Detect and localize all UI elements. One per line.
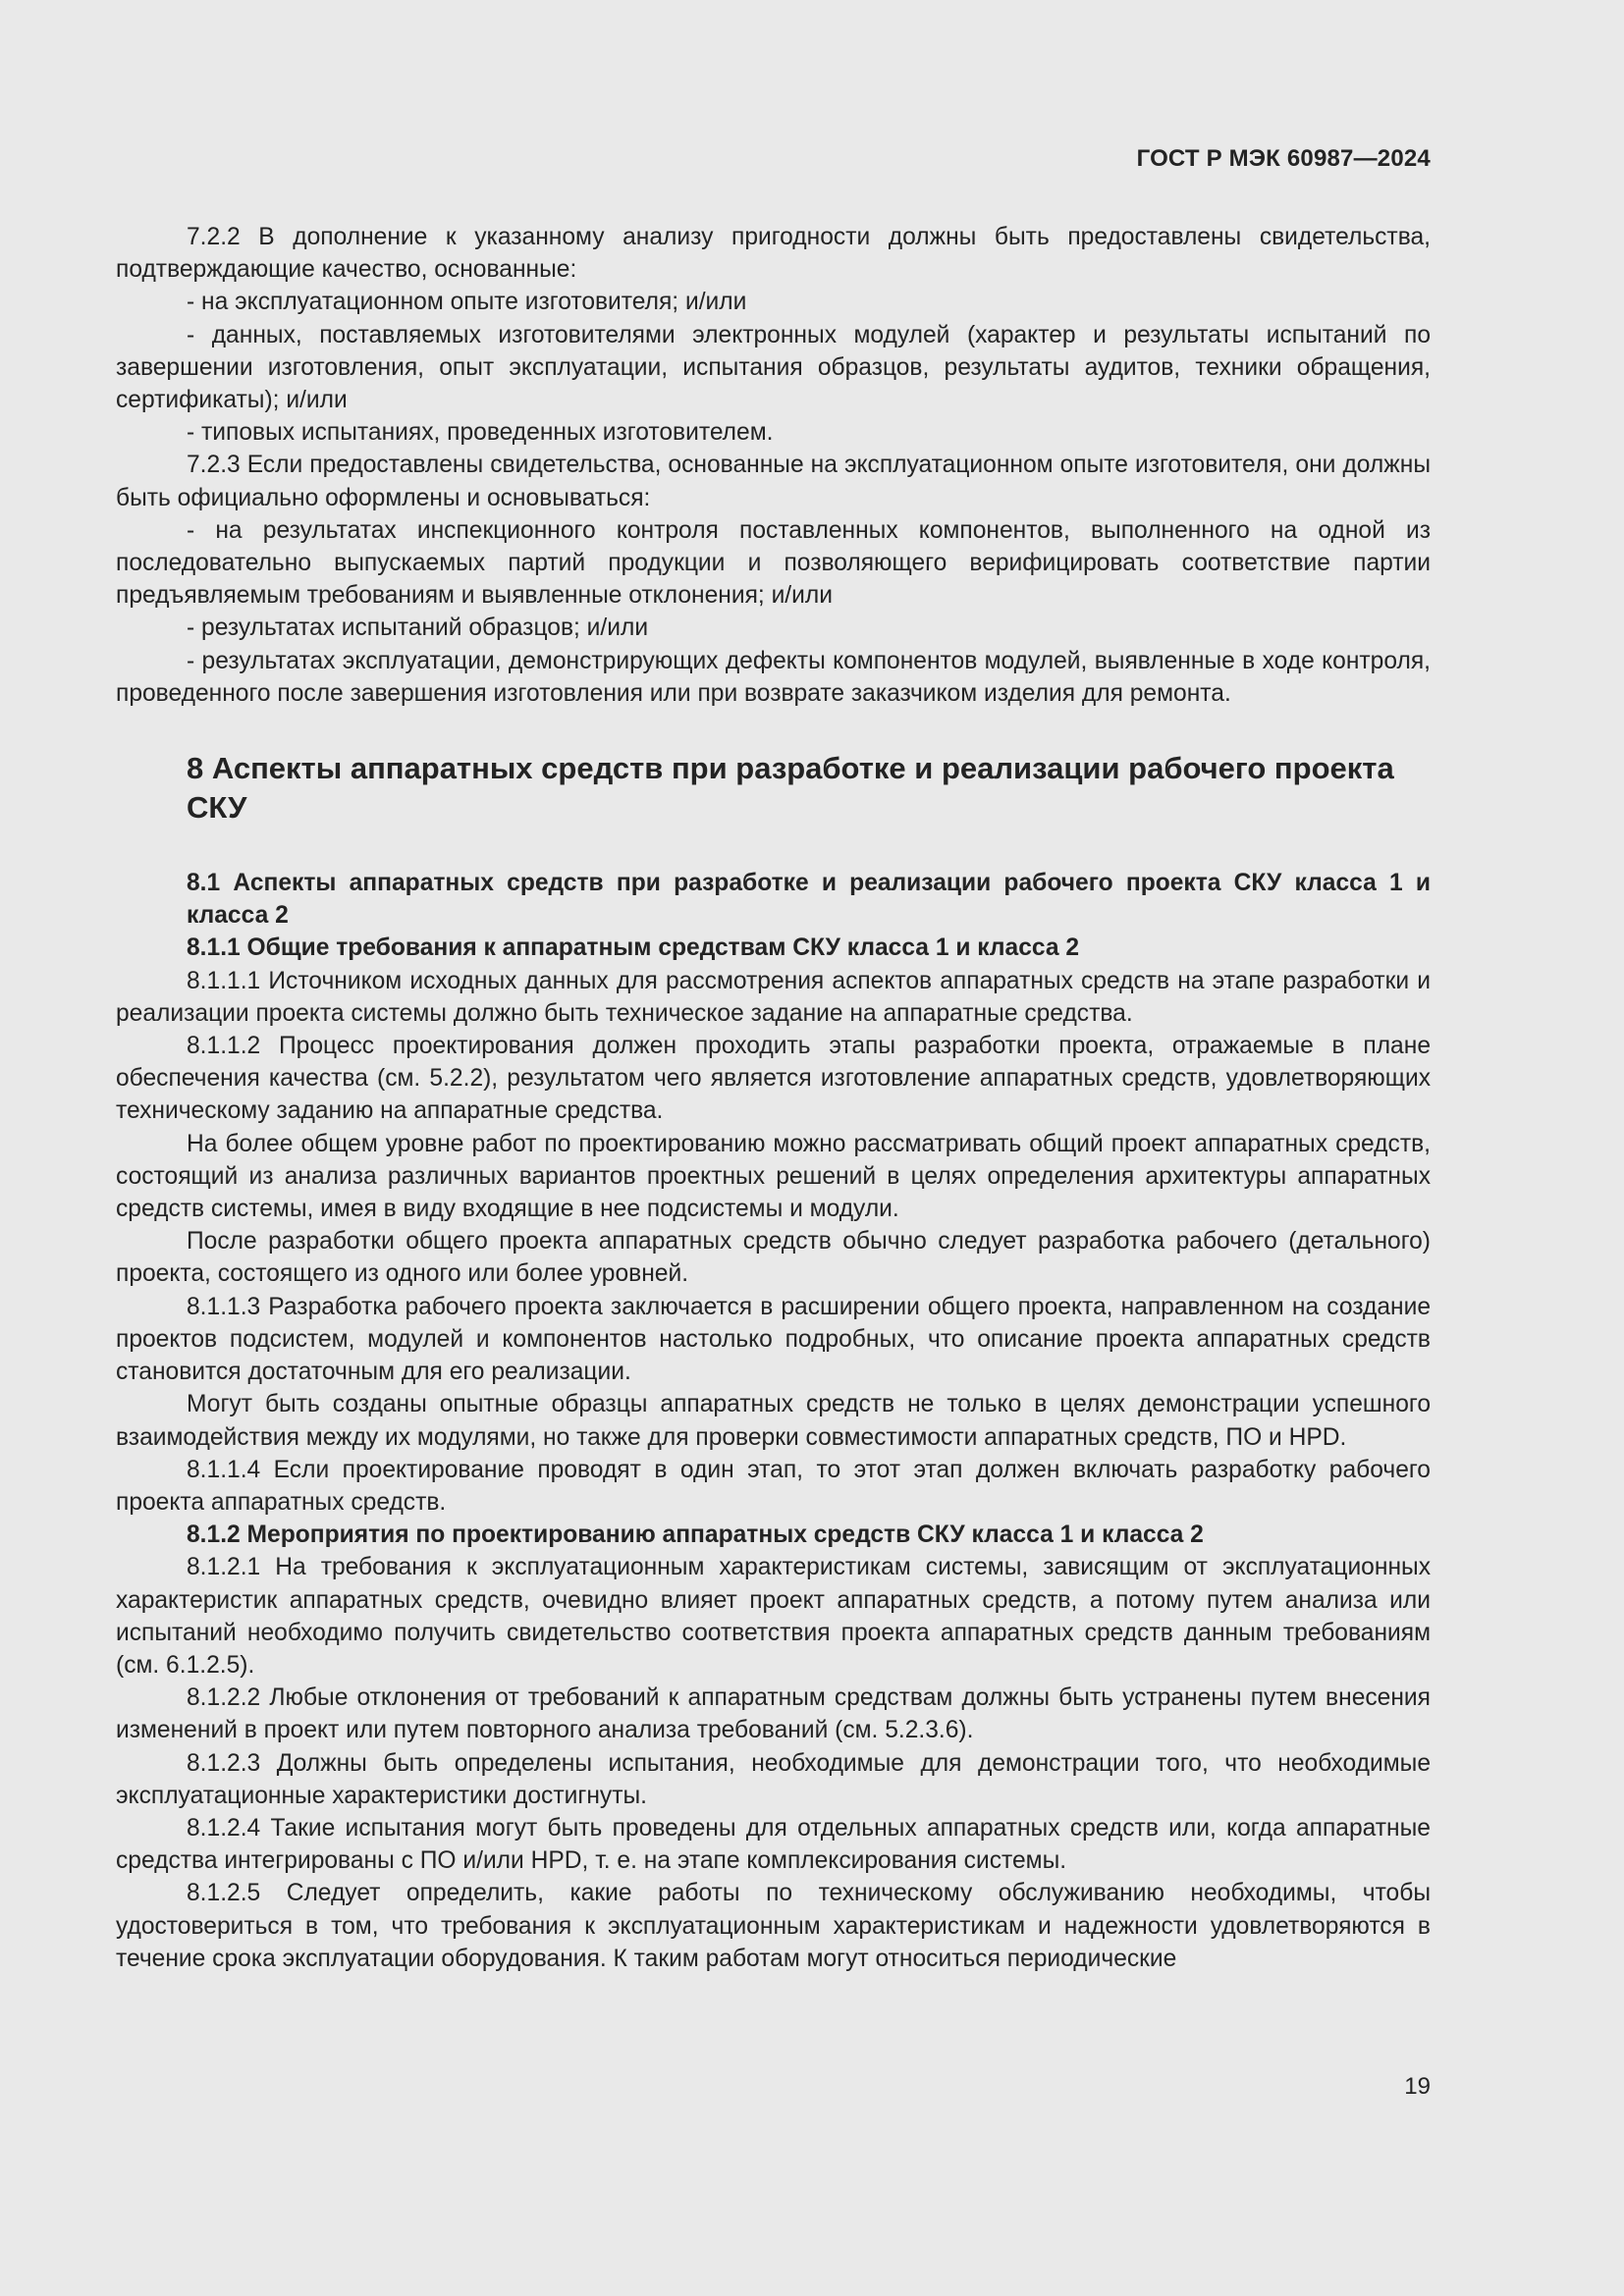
section-8-1-1-heading: 8.1.1 Общие требования к аппаратным средствам СКУ класса 1 и класса 2 <box>187 934 1080 962</box>
paragraph: 8.1.1.3 Разработка рабочего проекта заключается в расширении общего проекта, направленном на создание проектов подсистем, модулей и компонентов настолько подробных, что описание проекта аппаратных средств становится достаточным для его реализации. <box>116 1293 1431 1386</box>
list-item: - на результатах инспекционного контроля поставленных компонентов, выполненного на одной из последовательно выпускаемых партий продукции и позволяющего верифицировать соответствие партии предъявляемым требованиям и выявленные отклонения; и/или <box>116 516 1431 610</box>
page-number: 19 <box>1404 2073 1431 2100</box>
paragraph: 8.1.2.4 Такие испытания могут быть проведены для отдельных аппаратных средств или, когда аппаратные средства интегрированы с ПО и/или HPD, т. е. на этапе комплексирования системы. <box>116 1814 1431 1875</box>
list-item: - типовых испытаниях, проведенных изготовителем. <box>187 419 774 447</box>
paragraph: 7.2.3 Если предоставлены свидетельства, основанные на эксплуатационном опыте изготовителя, они должны быть официально оформлены и основываться: <box>116 452 1431 511</box>
list-item: - на эксплуатационном опыте изготовителя; и/или <box>187 289 747 316</box>
paragraph: 7.2.2 В дополнение к указанному анализу пригодности должны быть предоставлены свидетельства, подтверждающие качество, основанные: <box>116 224 1431 284</box>
list-item: - данных, поставляемых изготовителями электронных модулей (характер и результаты испытаний по завершении изготовления, опыт эксплуатации, испытания образцов, результаты аудитов, техники обращения, сертификаты); и/или <box>116 321 1431 414</box>
list-item: - результатах испытаний образцов; и/или <box>187 614 649 642</box>
paragraph: 8.1.2.2 Любые отклонения от требований к аппаратным средствам должны быть устранены путем внесения изменений в проект или путем повторного анализа требований (см. 5.2.3.6). <box>116 1684 1431 1744</box>
paragraph: 8.1.1.2 Процесс проектирования должен проходить этапы разработки проекта, отражаемые в плане обеспечения качества (см. 5.2.2), результатом чего является изготовление аппаратных средств, удовлетворяющих техническому заданию на аппаратные средства. <box>116 1033 1431 1125</box>
doc-code-header: ГОСТ Р МЭК 60987—2024 <box>1136 145 1431 172</box>
paragraph: 8.1.1.4 Если проектирование проводят в один этап, то этот этап должен включать разработку рабочего проекта аппаратных средств. <box>116 1456 1431 1516</box>
section-8-heading: 8 Аспекты аппаратных средств при разработке и реализации рабочего проекта СКУ <box>187 751 1394 826</box>
section-8-1-2-heading: 8.1.2 Мероприятия по проектированию аппаратных средств СКУ класса 1 и класса 2 <box>187 1522 1204 1549</box>
paragraph: На более общем уровне работ по проектированию можно рассматривать общий проект аппаратных средств, состоящий из анализа различных вариантов проектных решений в целях определения архитектуры аппаратных средств системы, имея в виду входящие в нее подсистемы и модули. <box>116 1130 1431 1223</box>
paragraph: 8.1.2.3 Должны быть определены испытания, необходимые для демонстрации того, что необходимые эксплуатационные характеристики достигнуты. <box>116 1749 1431 1809</box>
document-body <box>116 221 1431 1975</box>
paragraph: 8.1.2.1 На требования к эксплуатационным характеристикам системы, зависящим от эксплуатационных характеристик аппаратных средств, очевидно влияет проект аппаратных средств, а потому путем анализа или испытаний необходимо получить свидетельство соответствия проекта аппаратных средств данным требованиям (см. 6.1.2.5). <box>116 1554 1431 1679</box>
section-8-1-heading: 8.1 Аспекты аппаратных средств при разработке и реализации рабочего проекта СКУ класса 1 и класса 2 <box>187 870 1431 930</box>
paragraph: Могут быть созданы опытные образцы аппаратных средств не только в целях демонстрации успешного взаимодействия между их модулями, но также для проверки совместимости аппаратных средств, ПО и HPD. <box>116 1391 1431 1451</box>
paragraph: 8.1.1.1 Источником исходных данных для рассмотрения аспектов аппаратных средств на этапе разработки и реализации проекта системы должно быть техническое задание на аппаратные средства. <box>116 967 1431 1027</box>
paragraph: 8.1.2.5 Следует определить, какие работы по техническому обслуживанию необходимы, чтобы удостовериться в том, что требования к эксплуатационным характеристикам и надежности удовлетворяются в течение срока эксплуатации оборудования. К таким работам могут относиться периодические <box>116 1880 1431 1972</box>
paragraph: После разработки общего проекта аппаратных средств обычно следует разработка рабочего (детального) проекта, состоящего из одного или более уровней. <box>116 1228 1431 1288</box>
list-item: - результатах эксплуатации, демонстрирующих дефекты компонентов модулей, выявленные в ходе контроля, проведенного после завершения изготовления или при возврате заказчиком изделия для ремонта. <box>116 647 1431 707</box>
